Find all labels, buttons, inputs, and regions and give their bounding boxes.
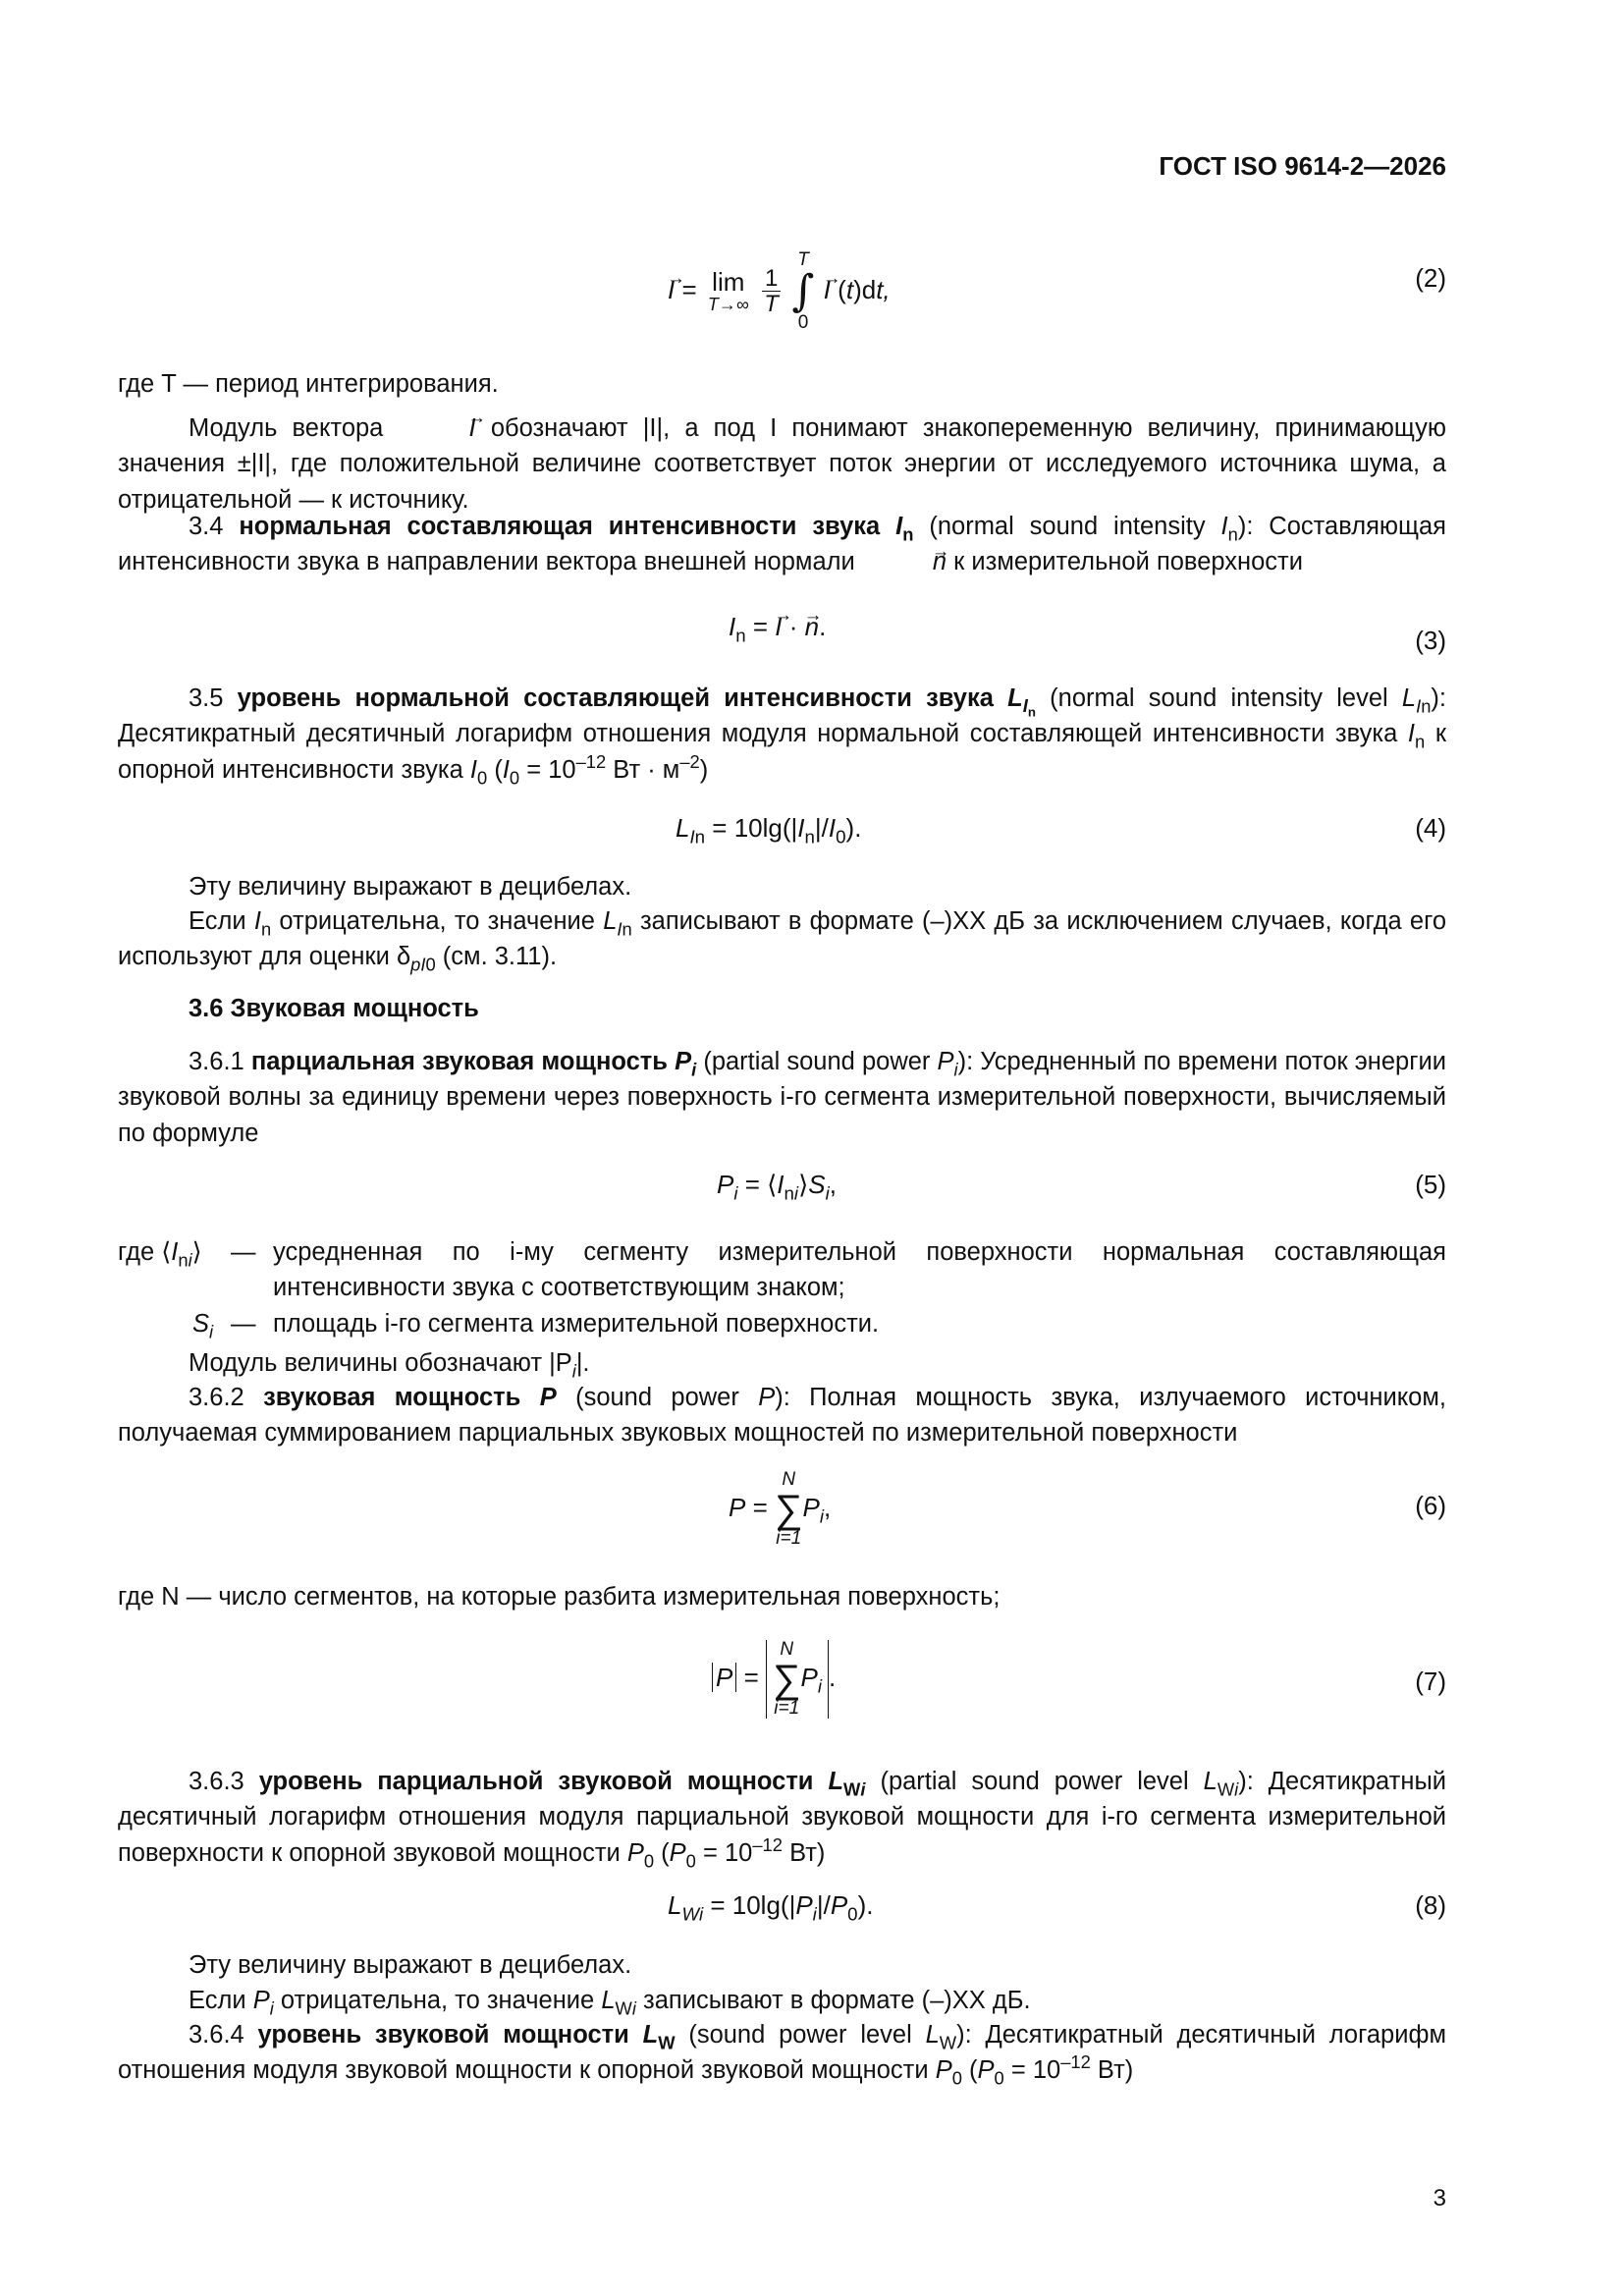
paragraph-negative-pi: Если $P_i$ отрицательна, то значение $L_{Wi}$ записывают в формате (–)ХХ дБ. [189, 1987, 1031, 2019]
equation-2: → I = lim T→∞ $\frac{1}{T}$ T ∫ 0 → I (t)dt, (2) [118, 260, 1446, 339]
equation-number: (3) [1415, 626, 1446, 655]
paragraph-where-T: где T — период интегрирования. [118, 370, 499, 398]
equation-5: $P_i$ = $⟨I_{ni}⟩S_i$, (5) [118, 1167, 1446, 1226]
paragraph-decibels-1: Эту величину выражают в децибелах. [189, 873, 632, 901]
equation-8: $L_{Wi} = 10\lg(|P_i|/P_0)$. (8) [118, 1887, 1446, 1946]
paragraph-decibels-2: Эту величину выражают в децибелах. [189, 1951, 632, 1979]
equation-6: P = N ∑ i=1 $P_i$, (6) [729, 1469, 1446, 1549]
document-id-header: ГОСТ ISO 9614-2—2026 [1159, 151, 1446, 181]
paragraph-negative-in: Если $I_n$ отрицательна, то значение $L_{In}$ записывают в формате (–)ХХ дБ за исключением случаев, когда его используют для оценки $\delta_{pI0}$ (см. 3.11). [118, 907, 1447, 975]
paragraph-where-N: где N — число сегментов, на которые разбита измерительная поверхность; [118, 1583, 1001, 1611]
definition-3-6-3: 3.6.3 уровень парциальной звуковой мощности $L_{Wi}$ (partial sound power level $L_{Wi}$): Десятикратный десятичный логарифм отношения модуля парциальной звуковой мощности для i-го сегмента измерительной поверхности к опорной звуковой мощности $P_0$ ($P_0 = 10^{-12}$ Вт) [118, 1768, 1447, 1872]
definition-3-5: 3.5 уровень нормальной составляющей интенсивности звука $L_{I_n}$ (normal sound intensity level $L_{In}$): Десятикратный десятичный логарифм отношения модуля нормальной составляющей интенсивности звука $I_n$ к опорной интенсивности звука $I_0$ ($I_0 = 10^{-12}$ Вт · $м^{-2}$) [118, 684, 1447, 789]
equation-3: $I_n$ = → I · → n. (3) [118, 609, 1446, 668]
page-number: 3 [1433, 2185, 1446, 2212]
where-si-definition: площадь i-го сегмента измерительной поверхности. [273, 1310, 880, 1338]
equation-number: (8) [1415, 1890, 1446, 1920]
definition-3-6-4: 3.6.4 уровень звуковой мощности $L_W$ (sound power level $L_W$): Десятикратный десятичный логарифм отношения модуля звуковой мощности к опорной звуковой мощности $P_0$ ($P_0 = 10^{-12}$ Вт) [118, 2021, 1446, 2089]
where-si-dash: — [231, 1310, 256, 1338]
equation-number: (6) [1415, 1491, 1446, 1520]
where-si-term: $S_i$ [192, 1310, 214, 1342]
where-ini-term: где $⟨I_{ni}⟩$ [118, 1238, 202, 1271]
where-ini-definition: усредненная по i-му сегменту измерительной поверхности нормальная составляющая интенсивности звука с соответствующим знаком; [273, 1238, 1446, 1302]
equation-7: P = N ∑ i=1 $P_i$ . (7) [118, 1640, 1446, 1728]
definition-3-6-1: 3.6.1 парциальная звуковая мощность $P_i$ (partial sound power $P_i$): Усредненный по времени поток энергии звуковой волны за единицу времени через поверхность i-го сегмента измерительной поверхности, вычисляемый по формуле [118, 1048, 1446, 1147]
equation-number: (5) [1415, 1170, 1446, 1199]
paragraph-vector-modulus: Модуль вектора → I обозначают |I|, а под I понимают знакопеременную величину, принимающую значения ±|I|, где положительной величине соответствует поток энергии от исследуемого источника шума, а отрицательной — к источнику. [118, 410, 1446, 518]
where-ini-dash: — [231, 1238, 256, 1266]
definition-3-4: 3.4 нормальная составляющая интенсивности звука $I_n$ (normal sound intensity $I_n$): Составляющая интенсивности звука в направлении вектора внешней нормали → n к измерительной поверхности [118, 509, 1446, 580]
definition-3-6-2: 3.6.2 звуковая мощность P (sound power P): Полная мощность звука, излучаемого источником, получаемая суммированием парциальных звуковых мощностей по измерительной поверхности [118, 1384, 1446, 1448]
equation-number: (2) [1415, 263, 1446, 293]
section-3-6-heading: 3.6 Звуковая мощность [189, 995, 479, 1022]
equation-number: (4) [1415, 813, 1446, 843]
paragraph-modulus-p: Модуль величины обозначают $|P_i|$. [189, 1349, 590, 1382]
equation-4: $L_{In} = 10\lg(|I_n|/I_0)$. (4) [118, 810, 1446, 869]
equation-number: (7) [1415, 1667, 1446, 1696]
